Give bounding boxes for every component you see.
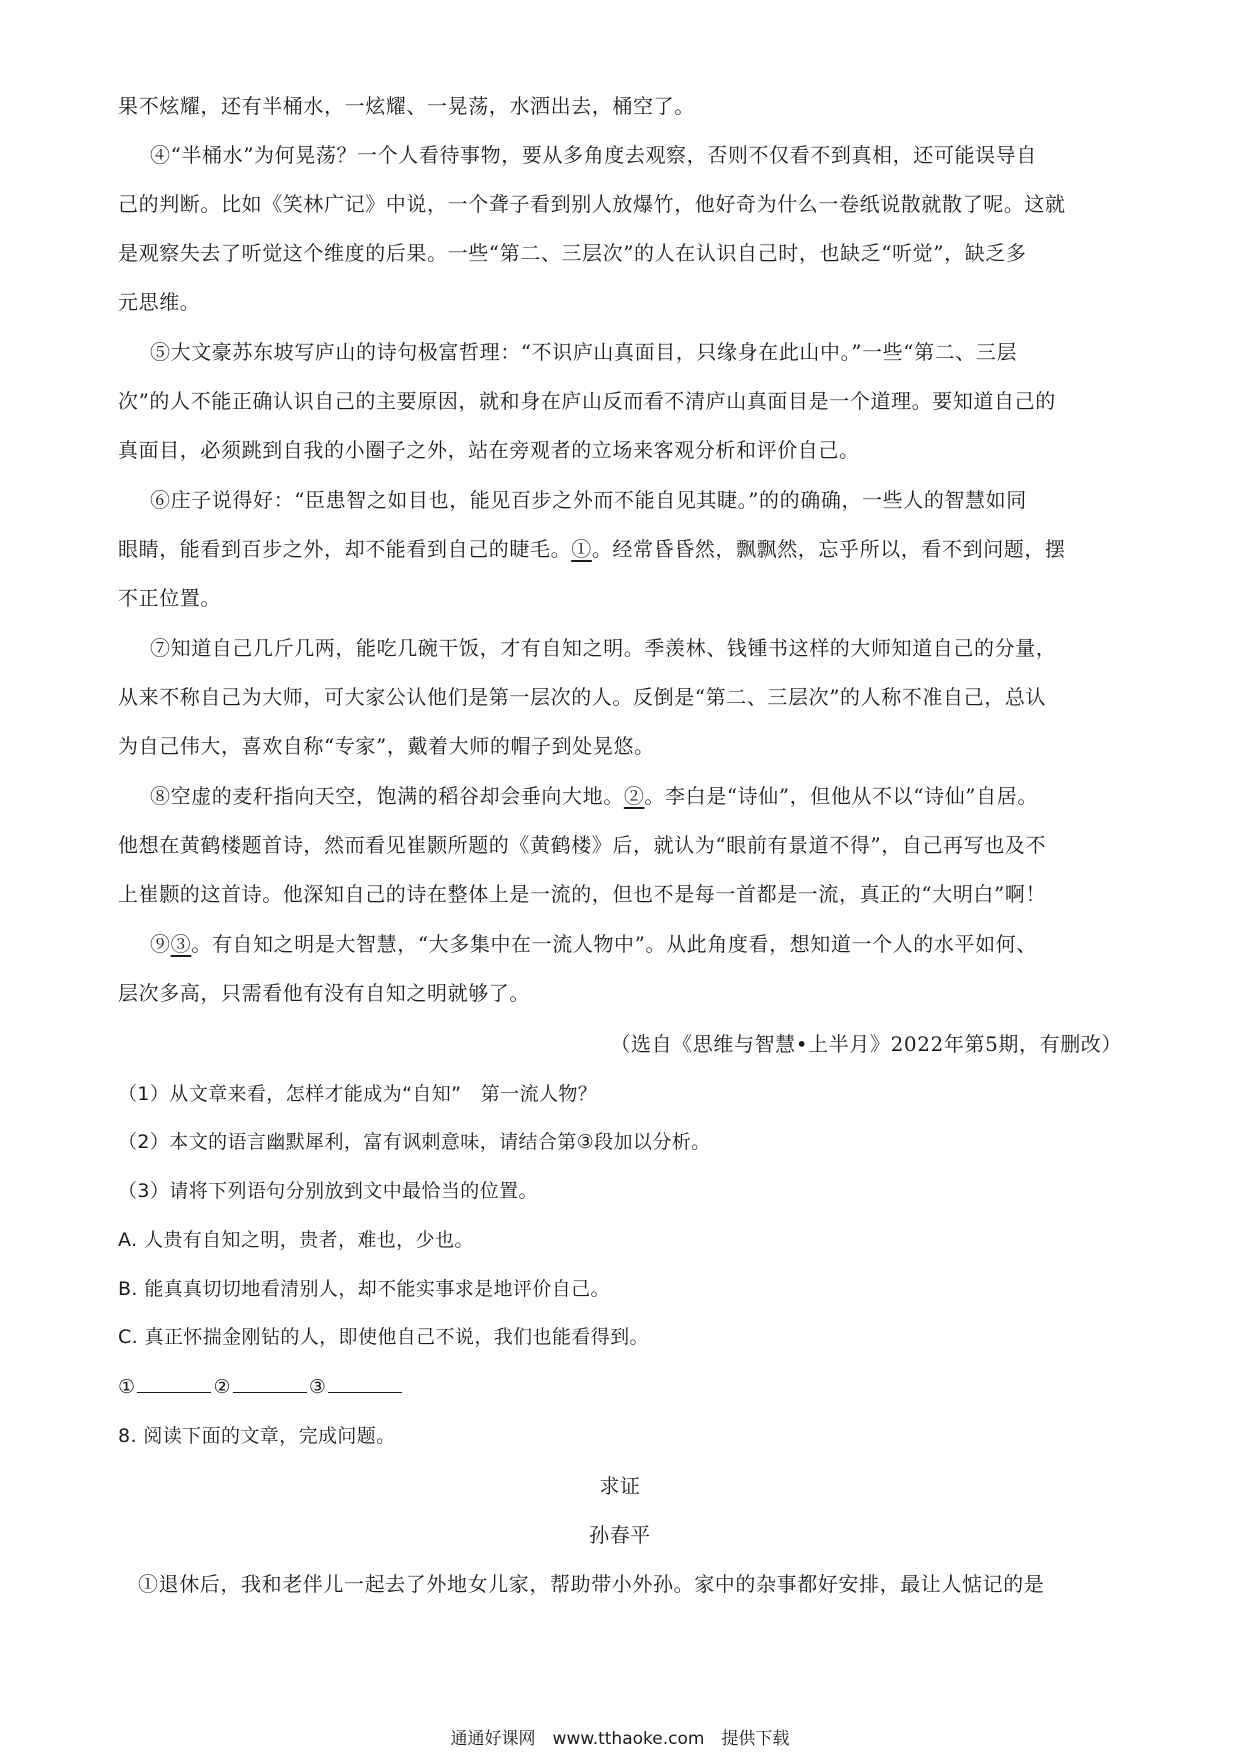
passage-text: 。经常昏昏然，飘飘然，忘乎所以，看不到问题，摆 xyxy=(591,537,1066,561)
passage-text: ⑨ xyxy=(150,932,171,956)
gap-marker-3: ③ xyxy=(170,932,192,956)
answer-blank-2[interactable] xyxy=(233,1372,307,1393)
passage-line: 己的判断。比如《笑林广记》中说，一个聋子看到别人放爆竹，他好奇为什么一卷纸说散就散了呢。这就 xyxy=(118,192,1066,216)
option-a: A. 人贵有自知之明，贵者，难也，少也。 xyxy=(118,1229,474,1251)
passage-line: 次”的人不能正确认识自己的主要原因，就和身在庐山反而看不清庐山真面目是一个道理。要知道自己的 xyxy=(118,389,1056,413)
passage-text: 。李白是“诗仙”，但他从不以“诗仙”自居。 xyxy=(644,784,1038,808)
gap-marker-1: ① xyxy=(571,537,592,561)
passage-line: 果不炫耀，还有半桶水，一炫耀、一晃荡，水洒出去，桶空了。 xyxy=(118,94,695,118)
article-author: 孙春平 xyxy=(589,1523,651,1547)
passage-line: 上崔颢的这首诗。他深知自己的诗在整体上是一流的，但也不是每一首都是一流，真正的“大明白”啊！ xyxy=(118,882,1047,906)
passage-text: 眼睛，能看到百步之外，却不能看到自己的睫毛。 xyxy=(118,537,572,561)
source-citation: （选自《思维与智慧•上半月》2022年第5期，有删改） xyxy=(610,1032,1122,1056)
passage-line: 层次多高，只需看他有没有自知之明就够了。 xyxy=(118,981,530,1005)
paragraph-7-start: ⑦知道自己几斤几两，能吃几碗干饭，才有自知之明。季羡林、钱锺书这样的大师知道自己的分量， xyxy=(150,636,1057,660)
answer-blanks xyxy=(118,1372,404,1401)
passage-line: 真面目，必须跳到自我的小圈子之外，站在旁观者的立场来客观分析和评价自己。 xyxy=(118,438,860,462)
paragraph-6-start: ⑥庄子说得好：“臣患智之如目也，能见百步之外而不能自见其睫。”的的确确，一些人的智慧如同 xyxy=(150,488,1027,512)
passage-line: 元思维。 xyxy=(118,290,201,314)
page-footer: 通通好课网 www.tthaoke.com 提供下载 xyxy=(450,1729,790,1749)
passage-text: 。有自知之明是大智慧，“大多集中在一流人物中”。从此角度看，想知道一个人的水平如何、 xyxy=(191,932,1037,956)
passage-line xyxy=(118,535,1066,563)
paragraph-5-start: ⑤大文豪苏东坡写庐山的诗句极富哲理：“不识庐山真面目，只缘身在此山中。”一些“第二、三层 xyxy=(150,340,1018,364)
paragraph-9-start xyxy=(150,930,1037,958)
section-8-intro: 8. 阅读下面的文章，完成问题。 xyxy=(118,1425,396,1447)
passage-text: ⑧空虚的麦秆指向天空，饱满的稻谷却会垂向大地。 xyxy=(150,784,624,808)
passage-line: 不正位置。 xyxy=(118,586,221,610)
answer-blank-3[interactable] xyxy=(328,1372,402,1393)
blank-label-3: ③ xyxy=(308,1376,327,1398)
passage-line: 是观察失去了听觉这个维度的后果。一些“第二、三层次”的人在认识自己时，也缺乏“听觉”，缺乏多 xyxy=(118,241,1027,265)
question-1: （1）从文章来看，怎样才能成为“自知” 第一流人物？ xyxy=(118,1083,598,1105)
question-2: （2）本文的语言幽默犀利，富有讽刺意味，请结合第③段加以分析。 xyxy=(118,1131,711,1153)
blank-label-1: ① xyxy=(118,1376,136,1398)
question-3: （3）请将下列语句分别放到文中最恰当的位置。 xyxy=(118,1180,538,1202)
paragraph-4-start: ④“半桶水”为何晃荡？一个人看待事物，要从多角度去观察，否则不仅看不到真相，还可能误导自 xyxy=(150,143,1037,167)
article-paragraph-1: ①退休后，我和老伴儿一起去了外地女儿家，帮助带小外孙。家中的杂事都好安排，最让人惦记的是 xyxy=(138,1572,1045,1596)
gap-marker-2: ② xyxy=(623,784,645,808)
blank-label-2: ② xyxy=(213,1376,231,1398)
article-title: 求证 xyxy=(599,1474,641,1498)
option-c: C. 真正怀揣金刚钻的人，即使他自己不说，我们也能看得到。 xyxy=(118,1326,649,1348)
passage-line: 从来不称自己为大师，可大家公认他们是第一层次的人。反倒是“第二、三层次”的人称不准自己，总认 xyxy=(118,685,1047,709)
answer-blank-1[interactable] xyxy=(137,1372,211,1393)
paragraph-8-start xyxy=(150,782,1038,810)
option-b: B. 能真真切切地看清别人，却不能实事求是地评价自己。 xyxy=(118,1278,610,1300)
passage-line: 他想在黄鹤楼题首诗，然而看见崔颢所题的《黄鹤楼》后，就认为“眼前有景道不得”，自己再写也及不 xyxy=(118,833,1047,857)
passage-line: 为自己伟大，喜欢自称“专家”，戴着大师的帽子到处晃悠。 xyxy=(118,734,655,758)
